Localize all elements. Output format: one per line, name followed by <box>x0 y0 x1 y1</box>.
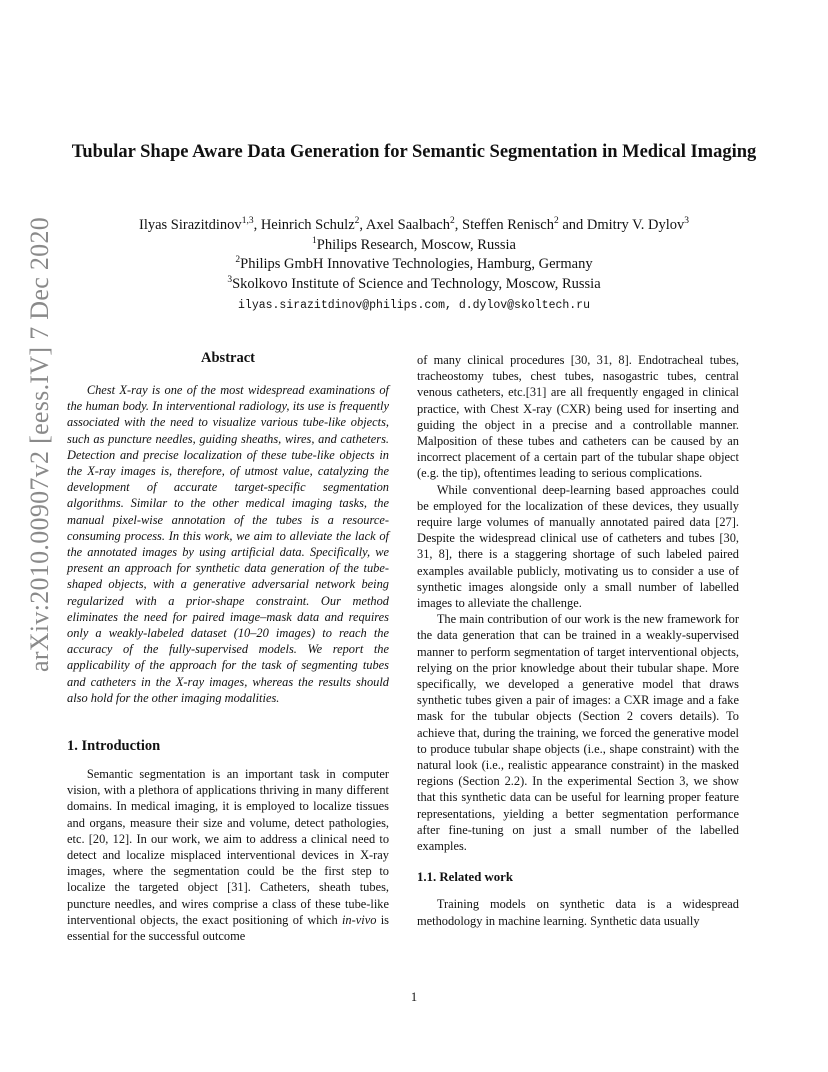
citation-link[interactable]: [30, 31, 8] <box>570 353 629 367</box>
related-work-paragraph: Training models on synthetic data is a widespread methodology in machine learning. Synthetic data usually <box>417 897 739 928</box>
affiliation: $^3$Skolkovo Institute of Science and Technology, Moscow, Russia <box>227 274 601 292</box>
introduction-heading: 1. Introduction <box>67 738 161 755</box>
left-column <box>67 348 389 944</box>
section-reference-link[interactable]: 3 <box>679 774 686 789</box>
intro-paragraph-3: The main contribution of our work is the new framework for the data generation that can be trained in a weakly-supervised manner to perform segmentation of target interventional objects, relying on the prior knowledge about their tubular shape. More specifically, we developed a generative model that draws synthetic tubes given a pair of images: a CXR image and a fake mask for the tubular objects (Section 2 covers details). To achieve that, during the training, we forced the generative model to produce tubular shape objects (i.e., shape constraint) with the natural look (i.e., realistic appearance constraint) in the masked regions (Section 2.2). In the experimental Section 3, we show that this synthetic data can be useful for learning proper feature representations, yielding a better segmentation performance after fine-tuning on just a small number of the labelled examples. <box>417 612 740 854</box>
arxiv-identifier: arXiv:2010.00907v2 [eess.IV] 7 Dec 2020 <box>25 216 54 672</box>
author-emails: ilyas.sirazitdinov@philips.com, d.dylov@skoltech.ru <box>238 299 590 312</box>
section-reference-link[interactable]: 2.2 <box>504 774 521 789</box>
author-block <box>70 216 758 315</box>
page-number: 1 <box>410 990 418 1004</box>
related-work-heading: 1.1. Related work <box>417 870 513 885</box>
abstract-text: Chest X-ray is one of the most widespread examinations of the human body. In interventional radiology, its use is frequently associated with the need to visualize various tube-like objects, such as puncture needles, guiding sheaths, wires, and catheters. Detection and precise localization of these tube-like objects in the X-ray images is, therefore, of utmost value, catalyzing the development of accurate target-specific segmentation algorithms. Similar to the other medical imaging tasks, the manual pixel-wise annotation of the tubes is a resource-consuming process. In this work, we aim to alleviate the lack of the annotated images by using artificial data. Specifically, we present an approach for synthetic data generation of the tube-shaped objects, with a generative adversarial network being regularized with a prior-shape constraint. Our method eliminates the need for paired image–mask data and requires only a weakly-labeled dataset (10–20 images) to reach the accuracy of the fully-supervised models. We report the applicability of the approach for the task of segmenting tubes and catheters in the X-ray images, whereas the results should also hold for the other imaging modalities. <box>67 383 389 705</box>
author: Dmitry V. Dylov$^3$ <box>586 216 689 233</box>
citation-link[interactable]: [30, 31, 8] <box>417 531 739 562</box>
author: Steffen Renisch$^2$ and <box>462 216 587 233</box>
paper-title: Tubular Shape Aware Data Generation for Semantic Segmentation in Medical Imaging <box>71 142 757 162</box>
abstract-heading: Abstract <box>201 350 255 366</box>
right-column <box>417 352 739 929</box>
citation-link[interactable]: [31] <box>525 385 547 400</box>
intro-paragraph-2: While conventional deep-learning based approaches could be employed for the localization of these devices, they usually require large volumes of manually annotated paired data [27]. Despite the widespread clinical use of catheters and tubes [30, 31, 8], there is a staggering shortage of such labeled paired examples available publicly, motivating us to consider a use of synthetic images alongside only a small number of labelled images to alleviate the challenge. <box>417 482 739 611</box>
intro-paragraph-1-continued: of many clinical procedures [30, 31, 8]. Endotracheal tubes, tracheostomy tubes, chest tubes, nasogastric tubes, central venous catheters, etc.[31] are all frequently engaged in clinical practice, with Chest X-ray (CXR) being used for inserting and guiding the object in a precise and a controllable manner. Malposition of these tubes and catheters can be caused by an incorrect placement of a certain part of the tubular shape object (e.g. the tip), oftentimes leading to serious complications. <box>417 353 740 481</box>
section-reference-link[interactable]: 2 <box>626 709 634 724</box>
intro-paragraph-1: Semantic segmentation is an important task in computer vision, with a plethora of applications thriving in many different domains. In medical imaging, it is employed to localize tissues and organs, measure their size and volume, detect pathologies, etc. [20, 12]. In our work, we aim to address a clinical need to detect and localize misplaced interventional devices in X-ray images, where the segmentation could be the first step to localize the targeted object [31]. Catheters, sheath tubes, puncture needles, and wires comprise a class of these tube-like interventional objects, the exact positioning of which in-vivo is essential for the successful outcome <box>67 767 390 944</box>
citation-link[interactable]: [31] <box>227 880 248 895</box>
author-list <box>70 216 758 236</box>
citation-link[interactable]: [27] <box>715 515 736 530</box>
affiliation: $^2$Philips GmbH Innovative Technologies, Hamburg, Germany <box>235 255 593 272</box>
citation-link[interactable]: [20, 12] <box>88 831 130 846</box>
affiliation: $^1$Philips Research, Moscow, Russia <box>312 235 516 253</box>
author: Axel Saalbach$^2$, <box>365 216 462 233</box>
author: Ilyas Sirazitdinov$^{1,3}$, <box>138 216 261 233</box>
author: Heinrich Schulz$^2$, <box>260 216 366 233</box>
